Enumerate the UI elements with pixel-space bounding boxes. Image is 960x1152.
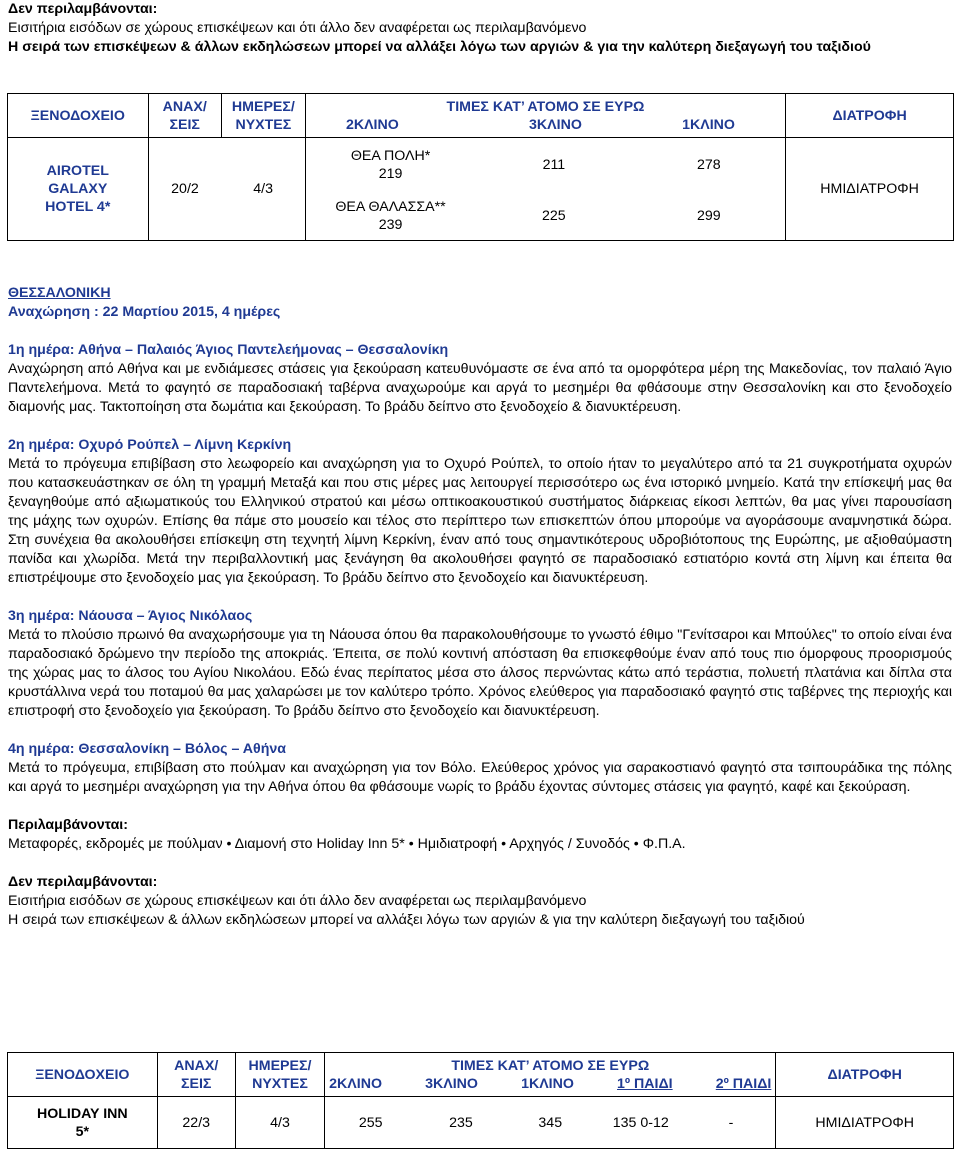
excluded-title: Δεν περιλαμβάνονται: (8, 1, 158, 17)
sea-1bed-price: 299 (633, 193, 786, 241)
price-1bed: 345 (506, 1097, 595, 1149)
top-excluded-block (8, 0, 952, 57)
price-3bed: 235 (416, 1097, 505, 1149)
departure-date-2: 22/3 (157, 1097, 235, 1149)
header-3bed: 3ΚΛΙΝΟ (529, 116, 582, 133)
excluded-line-1: Εισιτήρια εισόδων σε χώρους επισκέψεων και ότι άλλο δεν αναφέρεται ως περιλαμβανόμενο (8, 20, 587, 36)
sea-3bed-price: 225 (475, 193, 632, 241)
header-3bed-2: 3ΚΛΙΝΟ (425, 1075, 478, 1092)
trip-departure: Αναχώρηση : 22 Μαρτίου 2015, 4 ημέρες (8, 304, 281, 320)
header-days-nights-2: ΗΜΕΡΕΣ/ ΝΥΧΤΕΣ (235, 1053, 324, 1097)
hotel-name: AIROTEL GALAXY HOTEL 4* (8, 138, 149, 241)
excluded-title-2: Δεν περιλαμβάνονται: (8, 874, 158, 890)
day4-text: Μετά το πρόγευμα, επιβίβαση στο πούλμαν και αναχώρηση για τον Βόλο. Ελεύθερος χρόνος για σαρακοστιανό φαγητό στα τσιπουράδικα της πόλης και αργά το μεσημέρι αναχώρηση για την Αθήνα όπου θα φθάσουμε νωρίς το βράδυ έχοντας σύντομες στάσεις για φαγητό, καφέ και ξεκούραση. (8, 760, 952, 795)
header-2bed-2: 2ΚΛΙΝΟ (329, 1075, 382, 1092)
day1-title: 1η ημέρα: Αθήνα – Παλαιός Άγιος Παντελεήμονας – Θεσσαλονίκη (8, 342, 449, 358)
day2-text: Μετά το πρόγευμα επιβίβαση στο λεωφορείο και αναχώρηση για το Οχυρό Ρούπελ, το οποίο ήταν το μεγαλύτερο από τα 21 συγκροτήματα οχυρών που κατασκευάστηκαν σε όλη τη γραμμή Μεταξά και που στις μέρες μας λειτουργεί περισσότερο ως ένα ιστορικό μνημείο. Κατά την επίσκεψή μας θα ξεναγηθούμε από αξιωματικούς του Ελληνικού στρατού και μέσω οπτικοακουστικού συστήματος διάρκειας είκοσι λεπτών, θα μας γίνει παρουσίαση της μάχης των οχυρών. Επίσης θα πάμε στο μουσείο και τέλος στο περίπτερο των επισκεπτών όπου μπορούμε να αγοράσουμε αναμνηστικά δώρα. Στη συνέχεια θα ακολουθήσει επίσκεψη στη τεχνητή λίμνη Κερκίνη, έναν από τους σημαντικότερους υδροβιότοπους της Ευρώπης, με αξιοθαύμαστη πανίδα και χλωρίδα. Μετά την περιβαλλοντική μας ξενάγηση θα ακολουθήσει φαγητό σε παραδοσιακό εστιατόριο κοντά στη λίμνη και έπειτα θα επιστρέψουμε στο ξενοδοχείο μας για ξεκούραση. Το βράδυ δείπνο στο ξενοδοχείο και διανυκτέρευση. (8, 456, 952, 586)
day3-title: 3η ημέρα: Νάουσα – Άγιος Νικόλαος (8, 608, 253, 624)
board-type: ΗΜΙΔΙΑΤΡΟΦΗ (786, 138, 954, 241)
excluded-line-2-2: Η σειρά των επισκέψεων & άλλων εκδηλώσεων μπορεί να αλλάξει λόγω των αργιών & για την καλύτερη διεξαγωγή του ταξιδιού (8, 912, 805, 928)
header-child2: 2º ΠΑΙΔΙ (715, 1075, 772, 1092)
trip-city: ΘΕΣΣΑΛΟΝΙΚΗ (8, 285, 111, 301)
departure-date: 20/2 (148, 138, 221, 241)
header-days-nights: ΗΜΕΡΕΣ/ ΝΥΧΤΕΣ (221, 94, 305, 138)
header-board: ΔΙΑΤΡΟΦΗ (786, 94, 954, 138)
price-table-holiday-inn (7, 1052, 954, 1149)
included-text: Μεταφορές, εκδρομές με πούλμαν • Διαμονή στο Holiday Inn 5* • Ημιδιατροφή • Αρχηγός / Συνοδός • Φ.Π.Α. (8, 836, 686, 852)
day4-title: 4η ημέρα: Θεσσαλονίκη – Βόλος – Αθήνα (8, 741, 286, 757)
header-prices-2: ΤΙΜΕΣ ΚΑΤ’ ΑΤΟΜΟ ΣΕ ΕΥΡΩ 2ΚΛΙΝΟ 3ΚΛΙΝΟ 1ΚΛΙΝΟ 1º ΠΑΙΔΙ 2º ΠΑΙΔΙ (325, 1053, 776, 1097)
view-city: ΘΕΑ ΠΟΛΗ* 219 (305, 138, 475, 193)
header-child1: 1º ΠΑΙΔΙ (617, 1075, 673, 1092)
header-board-2: ΔΙΑΤΡΟΦΗ (776, 1053, 954, 1097)
hotel-name-2: HOLIDAY INN 5* (8, 1097, 158, 1149)
board-type-2: ΗΜΙΔΙΑΤΡΟΦΗ (776, 1097, 954, 1149)
price-2bed: 255 (325, 1097, 417, 1149)
price-table-galaxy (7, 93, 954, 241)
header-hotel-2: ΞΕΝΟΔΟΧΕΙΟ (8, 1053, 158, 1097)
trip-description (8, 284, 952, 930)
header-hotel: ΞΕΝΟΔΟΧΕΙΟ (8, 94, 149, 138)
days-nights-2: 4/3 (235, 1097, 324, 1149)
city-1bed-price: 278 (633, 138, 786, 193)
price-child2: - (687, 1097, 776, 1149)
day2-title: 2η ημέρα: Οχυρό Ρούπελ – Λίμνη Κερκίνη (8, 437, 292, 453)
excluded-line-2: Η σειρά των επισκέψεων & άλλων εκδηλώσεων μπορεί να αλλάξει λόγω των αργιών & για την καλύτερη διεξαγωγή του ταξιδιού (8, 39, 871, 55)
included-title: Περιλαμβάνονται: (8, 817, 128, 833)
day3-text: Μετά το πλούσιο πρωινό θα αναχωρήσουμε για τη Νάουσα όπου θα παρακολουθήσουμε το γνωστό έθιμο "Γενίτσαροι και Μπούλες" το οποίο είναι ένα παραδοσιακό δρώμενο την περίοδο της αποκριάς. Έπειτα, σε πολύ κοντινή απόσταση θα επισκεφθούμε έναν από τους πιο όμορφους προορισμούς της χώρας μας το άλσος του Αγίου Νικολάου. Εδώ ένας περίπατος μέσα στο άλσος περνώντας κάτω από τεράστια, πολυετή πλατάνια και δίπλα στα κρυστάλλινα νερά του ποταμού θα μας χαλαρώσει με τον καλύτερο τρόπο. Χρόνος ελεύθερος για παραδοσιακό φαγητό στις ταβέρνες της περιοχής και επιστροφή στο ξενοδοχείο για ξεκούραση. Το βράδυ δείπνο στο ξενοδοχείο και διανυκτέρευση. (8, 627, 952, 719)
header-1bed: 1ΚΛΙΝΟ (682, 116, 735, 133)
prices-title: ΤΙΜΕΣ ΚΑΤ’ ΑΤΟΜΟ ΣΕ ΕΥΡΩ (446, 98, 645, 115)
city-3bed-price: 211 (475, 138, 632, 193)
day1-text: Αναχώρηση από Αθήνα και με ενδιάμεσες στάσεις για ξεκούραση κατευθυνόμαστε σε ένα από τα ομορφότερα μέρη της Μακεδονίας, τον παλαιό Άγιο Παντελεήμονα. Μετά το φαγητό σε παραδοσιακή ταβέρνα αναχωρούμε και αργά το μεσημέρι θα φθάσουμε στην Θεσσαλονίκη και στο ξενοδοχείο διαμονής μας. Τακτοποίηση στα δωμάτια και ξεκούραση. Το βράδυ δείπνο στο ξενοδοχείο & διανυκτέρευση. (8, 361, 952, 415)
header-2bed: 2ΚΛΙΝΟ (345, 116, 399, 133)
excluded-line-1-2: Εισιτήρια εισόδων σε χώρους επισκέψεων και ότι άλλο δεν αναφέρεται ως περιλαμβανόμενο (8, 893, 587, 909)
header-1bed-2: 1ΚΛΙΝΟ (521, 1075, 574, 1092)
view-sea: ΘΕΑ ΘΑΛΑΣΣΑ** 239 (305, 193, 475, 241)
header-departures: ΑΝΑΧ/ ΣΕΙΣ (148, 94, 221, 138)
header-departures-2: ΑΝΑΧ/ ΣΕΙΣ (157, 1053, 235, 1097)
days-nights: 4/3 (221, 138, 305, 241)
price-child1: 135 0-12 (595, 1097, 687, 1149)
header-prices (305, 94, 785, 138)
